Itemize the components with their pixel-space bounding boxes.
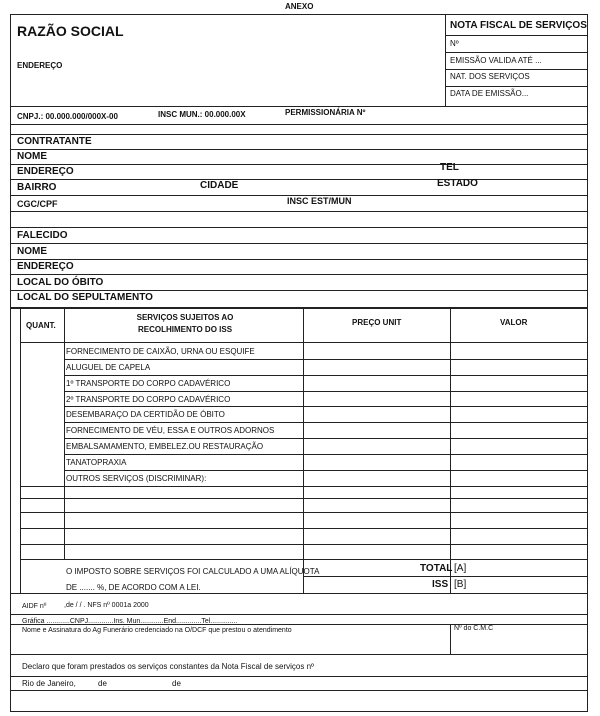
annex-title: ANEXO [285, 2, 314, 11]
cmc-divider [450, 624, 451, 654]
razao-social-label: RAZÃO SOCIAL [17, 23, 124, 39]
contratante-bairro-label: BAIRRO [17, 182, 57, 193]
total-label: TOTAL [420, 563, 453, 574]
aidf-date: ,de / / . NFS nº 0001a 2000 [64, 602, 149, 609]
col-servicos-header-1: SERVIÇOS SUJEITOS AO [136, 313, 234, 322]
declaro-text: Declaro que foram prestados os serviços constantes da Nota Fiscal de serviços nº [22, 662, 314, 671]
service-row: FORNECIMENTO DE CAIXÃO, URNA OU ESQUIFE [66, 347, 255, 356]
nf-natureza-servicos: NAT. DOS SERVIÇOS [450, 72, 530, 81]
valor-column-divider [450, 307, 451, 593]
endereco-label: ENDEREÇO [17, 61, 63, 70]
aidf-label: AIDF nº [22, 603, 47, 610]
iss-label: ISS [432, 579, 449, 590]
falecido-endereco-label: ENDEREÇO [17, 261, 74, 272]
cmc-label: Nº do C.M.C [454, 625, 494, 632]
de-label-1: de [98, 679, 107, 688]
falecido-title: FALECIDO [17, 230, 68, 241]
service-row: 2º TRANSPORTE DO CORPO CADAVÉRICO [66, 395, 231, 404]
nf-numero: Nº [450, 39, 459, 48]
grafica-line: Gráfica ............CNPJ.............Ins. Mun............End.............Tel.............. [22, 618, 238, 625]
contratante-nome-label: NOME [17, 151, 47, 162]
col-servicos-header-2: RECOLHIMENTO DO ISS [137, 325, 233, 334]
total-ref: [A] [454, 563, 467, 574]
service-row: 1º TRANSPORTE DO CORPO CADAVÉRICO [66, 379, 231, 388]
service-row: DESEMBARAÇO DA CERTIDÃO DE ÓBITO [66, 410, 225, 419]
nf-title: NOTA FISCAL DE SERVIÇOS [450, 20, 587, 31]
insc-mun-label: INSC MUN.: 00.000.00X [158, 110, 246, 119]
permissionaria-label: PERMISSIONÁRIA Nº [285, 108, 366, 117]
contratante-title: CONTRATANTE [17, 136, 92, 147]
col-quant-header: QUANT. [26, 321, 56, 330]
falecido-nome-label: NOME [17, 246, 47, 257]
contratante-cgc-label: CGC/CPF [17, 199, 58, 209]
assinatura-label: Nome e Assinatura do Ag Funerário credenciado na O/DCF que prestou o atendimento [22, 627, 292, 634]
imposto-text-1: O IMPOSTO SOBRE SERVIÇOS FOI CALCULADO A UMA ALÍQUOTA [66, 567, 320, 576]
service-row: ALUGUEL DE CAPELA [66, 363, 151, 372]
nf-data-emissao: DATA DE EMISSÃO... [450, 89, 529, 98]
contratante-cidade-label: CIDADE [200, 180, 239, 191]
contratante-endereco-label: ENDEREÇO [17, 166, 74, 177]
col-preco-header: PREÇO UNIT [352, 318, 402, 327]
preco-column-divider [303, 307, 304, 593]
imposto-text-2: DE ....... %, DE ACORDO COM A LEI. [66, 583, 201, 592]
rio-label: Rio de Janeiro, [22, 679, 76, 688]
service-row: FORNECIMENTO DE VÉU, ESSA E OUTROS ADORNOS [66, 426, 275, 435]
contratante-tel-label: TEL [440, 162, 459, 173]
de-label-2: de [172, 679, 181, 688]
cnpj-label: CNPJ.: 00.000.000/000X-00 [17, 112, 118, 121]
iss-ref: [B] [454, 579, 467, 590]
service-row: EMBALSAMAMENTO, EMBELEZ.OU RESTAURAÇÃO [66, 442, 264, 451]
service-row: OUTROS SERVIÇOS (DISCRIMINAR): [66, 474, 207, 483]
contratante-estado-label: ESTADO [437, 178, 478, 189]
table-left-edge [20, 307, 21, 593]
nf-box-divider [445, 14, 446, 106]
service-row: TANATOPRAXIA [66, 458, 127, 467]
local-obito-label: LOCAL DO ÓBITO [17, 277, 104, 288]
quant-column-divider [64, 307, 65, 559]
local-sepultamento-label: LOCAL DO SEPULTAMENTO [17, 292, 153, 303]
contratante-insc-est-label: INSC EST/MUN [287, 196, 352, 206]
nf-emissao-valida: EMISSÃO VALIDA ATÉ ... [450, 56, 542, 65]
col-valor-header: VALOR [500, 318, 528, 327]
